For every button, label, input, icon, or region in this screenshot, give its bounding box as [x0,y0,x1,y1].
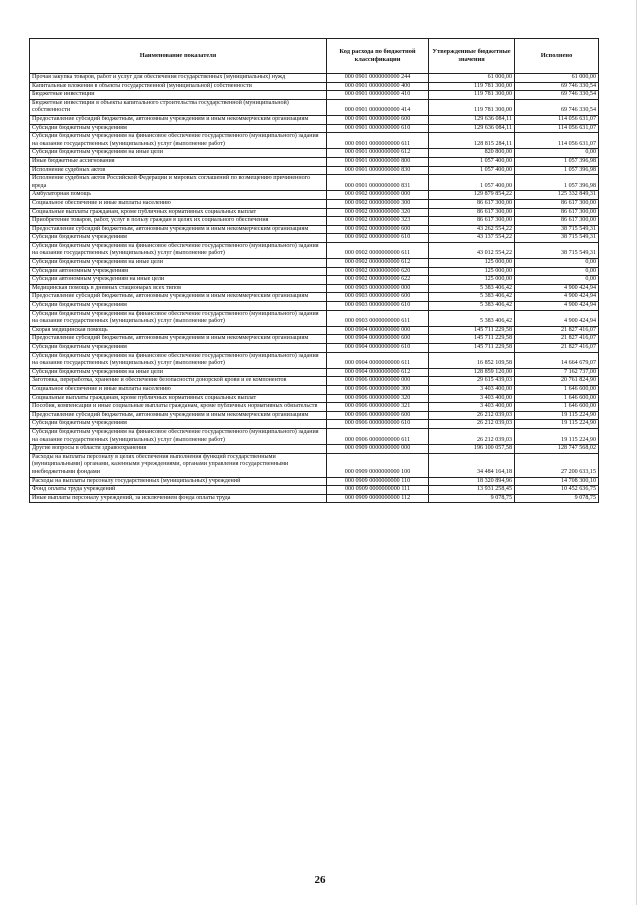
cell-executed: 10 452 636,75 [515,486,599,495]
column-header-name: Наименование показателя [30,39,327,74]
cell-code: 000 0902 0000000000 622 [327,276,429,285]
cell-executed: 4 900 424,94 [515,302,599,311]
cell-name: Иные бюджетные ассигнования [30,157,327,166]
cell-executed: 0,00 [515,149,599,158]
cell-code: 000 0906 0000000000 000 [327,377,429,386]
table-row [30,91,599,100]
cell-executed: 0,00 [515,259,599,268]
cell-name: Социальные выплаты гражданам, кроме публичных нормативных социальных выплат [30,394,327,403]
cell-name: Пособия, компенсации и иные социальные выплаты гражданам, кроме публичных нормативных обязательств [30,403,327,412]
cell-code: 000 0906 0000000000 610 [327,420,429,429]
cell-name: Субсидии бюджетным учреждениям на финансовое обеспечение государственного (муниципального) задания на оказание государственных (муниципальных) услуг (выполнение работ) [30,310,327,326]
cell-approved: 129 636 084,11 [429,124,515,133]
cell-executed: 1 057 396,98 [515,157,599,166]
table-row [30,74,599,83]
cell-executed: 0,00 [515,276,599,285]
table-row [30,344,599,353]
column-header-executed: Исполнено [515,39,599,74]
cell-code: 000 0901 0000000000 610 [327,124,429,133]
cell-executed: 4 900 424,94 [515,293,599,302]
table-row [30,259,599,268]
cell-name: Расходы на выплаты персоналу в целях обеспечения выполнения функций государственными (муниципальными) органами, казенными учреждениями, органами управления государственными внебюджетными фондами [30,453,327,477]
cell-name: Субсидии бюджетным учреждениям на иные цели [30,259,327,268]
table-row [30,486,599,495]
cell-approved: 43 137 554,22 [429,234,515,243]
cell-name: Исполнение судебных актов [30,166,327,175]
cell-executed: 69 746 330,54 [515,99,599,115]
cell-approved: 86 617 300,00 [429,208,515,217]
table-row [30,368,599,377]
table-row [30,234,599,243]
cell-code: 000 0904 0000000000 610 [327,344,429,353]
cell-executed: 114 056 631,07 [515,124,599,133]
table-row [30,326,599,335]
cell-name: Субсидии бюджетным учреждениям [30,124,327,133]
cell-executed: 114 056 631,07 [515,115,599,124]
page-edge-line [636,0,637,905]
cell-name: Субсидии бюджетным учреждениям на финансовое обеспечение государственного (муниципального) задания на оказание государственных (муниципальных) услуг (выполнение работ) [30,428,327,444]
table-row [30,208,599,217]
cell-approved: 86 617 300,00 [429,199,515,208]
cell-executed: 38 715 549,31 [515,242,599,258]
cell-executed: 61 000,00 [515,74,599,83]
cell-approved: 5 383 406,42 [429,310,515,326]
table-row [30,115,599,124]
cell-code: 000 0902 0000000000 620 [327,267,429,276]
cell-executed: 0,00 [515,267,599,276]
cell-approved: 43 262 554,22 [429,225,515,234]
cell-code: 000 0904 0000000000 600 [327,335,429,344]
cell-name: Субсидии бюджетным учреждениям [30,234,327,243]
cell-code: 000 0901 0000000000 600 [327,115,429,124]
cell-name: Субсидии бюджетным учреждениям на финансовое обеспечение государственного (муниципального) задания на оказание государственных (муниципальных) услуг (выполнение работ) [30,242,327,258]
cell-approved: 128 859 120,00 [429,368,515,377]
cell-approved: 128 815 284,11 [429,133,515,149]
table-row [30,199,599,208]
cell-code: 000 0901 0000000000 244 [327,74,429,83]
cell-approved: 5 383 406,42 [429,284,515,293]
table-row [30,403,599,412]
cell-executed: 20 761 824,90 [515,377,599,386]
page-number: 26 [314,874,326,886]
cell-name: Субсидии бюджетным учреждениям [30,420,327,429]
cell-approved: 26 212 039,03 [429,411,515,420]
cell-approved: 26 212 039,03 [429,428,515,444]
cell-name: Капитальные вложения в объекты государственной (муниципальной) собственности [30,82,327,91]
cell-name: Бюджетные инвестиции в объекты капитального строительства государственной (муниципальной) собственности [30,99,327,115]
cell-code: 000 0901 0000000000 831 [327,175,429,191]
cell-name: Заготовка, переработка, хранение и обеспечение безопасности донорской крови и ее компонентов [30,377,327,386]
cell-executed: 21 827 416,07 [515,326,599,335]
cell-code: 000 0909 0000000000 110 [327,477,429,486]
cell-name: Бюджетные инвестиции [30,91,327,100]
table-row [30,157,599,166]
cell-executed: 1 646 600,00 [515,385,599,394]
cell-code: 000 0902 0000000000 300 [327,199,429,208]
cell-approved: 129 636 084,11 [429,115,515,124]
cell-approved: 34 484 164,18 [429,453,515,477]
cell-executed: 4 900 424,94 [515,284,599,293]
cell-code: 000 0909 0000000000 000 [327,445,429,454]
cell-name: Субсидии автономным учреждениям [30,267,327,276]
cell-executed: 21 827 416,07 [515,344,599,353]
cell-approved: 125 000,00 [429,267,515,276]
cell-code: 000 0906 0000000000 321 [327,403,429,412]
cell-executed: 1 646 600,00 [515,403,599,412]
cell-approved: 43 012 554,22 [429,242,515,258]
cell-code: 000 0901 0000000000 400 [327,82,429,91]
table-row [30,335,599,344]
cell-name: Предоставление субсидий бюджетным, автономным учреждениям и иным некоммерческим организациям [30,293,327,302]
table-row [30,310,599,326]
cell-executed: 4 900 424,94 [515,310,599,326]
cell-approved: 3 403 400,00 [429,394,515,403]
cell-name: Социальное обеспечение и иные выплаты населению [30,385,327,394]
cell-approved: 1 057 400,00 [429,175,515,191]
cell-approved: 129 879 854,22 [429,191,515,200]
cell-code: 000 0901 0000000000 611 [327,133,429,149]
cell-code: 000 0902 0000000000 612 [327,259,429,268]
cell-code: 000 0901 0000000000 414 [327,99,429,115]
table-row [30,267,599,276]
cell-code: 000 0906 0000000000 320 [327,394,429,403]
cell-approved: 145 711 229,58 [429,344,515,353]
cell-executed: 125 332 849,31 [515,191,599,200]
cell-code: 000 0909 0000000000 100 [327,453,429,477]
cell-executed: 38 715 549,31 [515,234,599,243]
cell-executed: 19 115 224,90 [515,411,599,420]
table-row [30,293,599,302]
cell-executed: 21 827 416,07 [515,335,599,344]
table-row [30,352,599,368]
table-row [30,242,599,258]
cell-executed: 38 715 549,31 [515,225,599,234]
cell-executed: 86 617 300,00 [515,208,599,217]
cell-approved: 145 711 229,58 [429,335,515,344]
cell-approved: 18 320 894,96 [429,477,515,486]
table-row [30,166,599,175]
cell-code: 000 0902 0000000000 611 [327,242,429,258]
cell-approved: 86 617 300,00 [429,217,515,226]
cell-approved: 125 000,00 [429,276,515,285]
cell-executed: 1 057 396,98 [515,175,599,191]
cell-name: Субсидии бюджетным учреждениям [30,302,327,311]
cell-name: Предоставление субсидий бюджетным, автономным учреждениям и иным некоммерческим организациям [30,225,327,234]
cell-name: Амбулаторная помощь [30,191,327,200]
cell-executed: 1 646 600,00 [515,394,599,403]
cell-code: 000 0904 0000000000 000 [327,326,429,335]
cell-approved: 1 057 400,00 [429,157,515,166]
table-header-row [30,39,599,74]
cell-code: 000 0902 0000000000 320 [327,208,429,217]
cell-code: 000 0906 0000000000 600 [327,411,429,420]
cell-name: Прочая закупка товаров, работ и услуг для обеспечения государственных (муниципальных) нужд [30,74,327,83]
cell-name: Субсидии бюджетным учреждениям на иные цели [30,149,327,158]
cell-approved: 1 057 400,00 [429,166,515,175]
cell-name: Медицинская помощь в дневных стационарах всех типов [30,284,327,293]
cell-executed: 27 200 633,15 [515,453,599,477]
table-row [30,453,599,477]
table-row [30,284,599,293]
cell-executed: 86 617 300,00 [515,217,599,226]
cell-name: Фонд оплаты труда учреждений [30,486,327,495]
cell-code: 000 0903 0000000000 600 [327,293,429,302]
cell-name: Скорая медицинская помощь [30,326,327,335]
table-row [30,225,599,234]
cell-approved: 16 852 109,58 [429,352,515,368]
cell-approved: 119 781 300,00 [429,91,515,100]
table-row [30,175,599,191]
cell-name: Социальные выплаты гражданам, кроме публичных нормативных социальных выплат [30,208,327,217]
cell-name: Субсидии автономным учреждениям на иные цели [30,276,327,285]
cell-name: Субсидии бюджетным учреждениям на иные цели [30,368,327,377]
cell-name: Субсидии бюджетным учреждениям [30,344,327,353]
cell-approved: 3 403 400,00 [429,385,515,394]
cell-approved: 13 931 258,45 [429,486,515,495]
cell-code: 000 0901 0000000000 410 [327,91,429,100]
cell-code: 000 0903 0000000000 000 [327,284,429,293]
cell-code: 000 0902 0000000000 610 [327,234,429,243]
table-row [30,377,599,386]
cell-executed: 14 664 679,07 [515,352,599,368]
table-row [30,217,599,226]
cell-name: Субсидии бюджетным учреждениям на финансовое обеспечение государственного (муниципального) задания на оказание государственных (муниципальных) услуг (выполнение работ) [30,352,327,368]
cell-name: Субсидии бюджетным учреждениям на финансовое обеспечение государственного (муниципального) задания на оказание государственных (муниципальных) услуг (выполнение работ) [30,133,327,149]
table-row [30,276,599,285]
cell-name: Предоставление субсидий бюджетным, автономным учреждениям и иным некоммерческим организациям [30,411,327,420]
cell-name: Иные выплаты персоналу учреждений, за исключением фонда оплаты труда [30,494,327,503]
table-row [30,385,599,394]
table-row [30,411,599,420]
cell-approved: 145 711 229,58 [429,326,515,335]
cell-name: Предоставление субсидий бюджетным, автономным учреждениям и иным некоммерческим организациям [30,115,327,124]
cell-code: 000 0909 0000000000 111 [327,486,429,495]
cell-executed: 128 747 568,02 [515,445,599,454]
cell-executed: 19 115 224,90 [515,428,599,444]
cell-executed: 114 056 631,07 [515,133,599,149]
cell-executed: 19 115 224,90 [515,420,599,429]
cell-name: Приобретение товаров, работ, услуг в пользу граждан в целях их социального обеспечения [30,217,327,226]
budget-execution-table [29,38,599,503]
table-row [30,494,599,503]
cell-code: 000 0903 0000000000 611 [327,310,429,326]
cell-code: 000 0909 0000000000 112 [327,494,429,503]
cell-approved: 125 000,00 [429,259,515,268]
cell-code: 000 0901 0000000000 830 [327,166,429,175]
table-row [30,124,599,133]
cell-code: 000 0901 0000000000 612 [327,149,429,158]
table-row [30,149,599,158]
table-row [30,302,599,311]
table-row [30,394,599,403]
cell-approved: 119 781 300,00 [429,99,515,115]
cell-code: 000 0902 0000000000 600 [327,225,429,234]
cell-name: Предоставление субсидий бюджетным, автономным учреждениям и иным некоммерческим организациям [30,335,327,344]
cell-executed: 9 078,75 [515,494,599,503]
column-header-code: Код расхода по бюджетной классификации [327,39,429,74]
cell-approved: 29 615 439,03 [429,377,515,386]
cell-executed: 69 746 330,54 [515,82,599,91]
cell-approved: 5 383 406,42 [429,293,515,302]
cell-name: Другие вопросы в области здравоохранения [30,445,327,454]
cell-name: Расходы на выплаты персоналу государственных (муниципальных) учреждений [30,477,327,486]
cell-approved: 3 403 400,00 [429,403,515,412]
table-row [30,420,599,429]
cell-approved: 119 781 300,00 [429,82,515,91]
cell-code: 000 0901 0000000000 800 [327,157,429,166]
cell-approved: 5 383 406,42 [429,302,515,311]
table-row [30,191,599,200]
cell-code: 000 0903 0000000000 610 [327,302,429,311]
cell-executed: 1 057 396,98 [515,166,599,175]
table-row [30,428,599,444]
table-row [30,445,599,454]
cell-executed: 86 617 300,00 [515,199,599,208]
cell-code: 000 0902 0000000000 000 [327,191,429,200]
cell-name: Исполнение судебных актов Российской Федерации и мировых соглашений по возмещению причиненного вреда [30,175,327,191]
cell-code: 000 0904 0000000000 612 [327,368,429,377]
cell-approved: 61 000,00 [429,74,515,83]
cell-code: 000 0902 0000000000 323 [327,217,429,226]
cell-code: 000 0904 0000000000 611 [327,352,429,368]
table-row [30,99,599,115]
table-row [30,133,599,149]
table-row [30,477,599,486]
cell-code: 000 0906 0000000000 611 [327,428,429,444]
cell-approved: 9 078,75 [429,494,515,503]
cell-approved: 820 800,00 [429,149,515,158]
cell-approved: 196 100 057,58 [429,445,515,454]
cell-executed: 69 746 330,54 [515,91,599,100]
cell-code: 000 0906 0000000000 300 [327,385,429,394]
cell-executed: 7 162 737,00 [515,368,599,377]
column-header-approved: Утвержденные бюджетные значения [429,39,515,74]
cell-name: Социальное обеспечение и иные выплаты населению [30,199,327,208]
table-row [30,82,599,91]
cell-executed: 14 708 300,10 [515,477,599,486]
cell-approved: 26 212 039,03 [429,420,515,429]
